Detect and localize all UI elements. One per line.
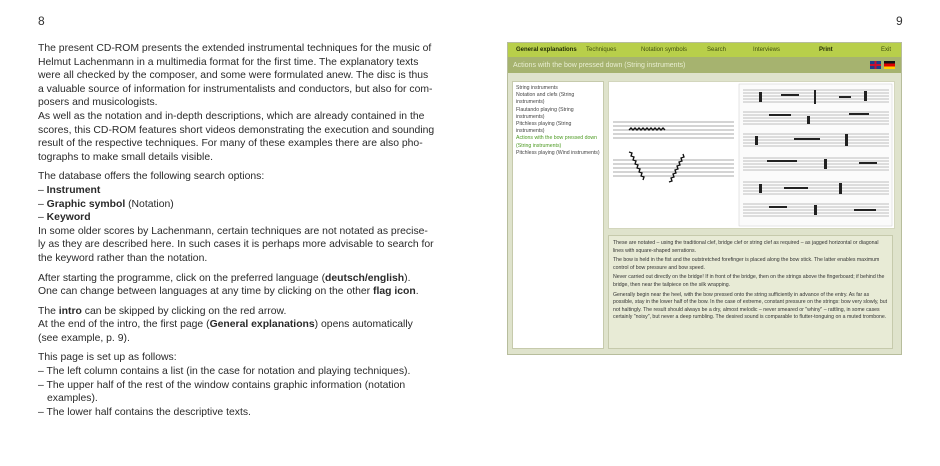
language-line — [38, 285, 436, 299]
keyword-label: Keyword — [46, 212, 91, 224]
search-options — [38, 170, 436, 265]
list-item[interactable]: Pitchless playing (Wind instruments) — [516, 149, 600, 156]
dash: – — [38, 212, 44, 224]
menu-techniques[interactable]: Techniques — [586, 47, 617, 53]
list-item[interactable]: String instruments — [516, 85, 558, 91]
start-paragraph — [38, 272, 436, 299]
menu-search[interactable]: Search — [707, 47, 727, 53]
menu-notation-symbols[interactable]: Notation symbols — [641, 47, 688, 53]
layout-item: – The lower half contains the descriptive texts. — [38, 406, 251, 418]
description-paragraph: Never carried out directly on the bridge! If in front of the bridge, then on the strings above the fingerboard; if behind the bridge, then near the tailpiece on the silk wrapping. — [613, 274, 885, 288]
older-line: the keyword rather than the notation. — [38, 252, 208, 264]
intro-line: tographs to make small details visible. — [38, 151, 213, 163]
intro-line: result of the respective techniques. For many of these examples there are also pho- — [38, 138, 423, 150]
list-item[interactable]: Notation and clefs (String instruments) — [516, 92, 575, 106]
app-title: Actions with the bow pressed down (String instruments) — [513, 61, 686, 69]
list-item[interactable]: Pitchless playing (String instruments) — [516, 121, 572, 135]
intro-line: posers and musicologists. — [38, 97, 158, 109]
dash: – — [38, 184, 44, 196]
search-option-instrument — [38, 184, 436, 198]
left-page-text — [38, 42, 436, 425]
description-paragraph: These are notated – using the traditional clef, bridge clef or string clef as required – as jagged horizontal or diagonal lines with square-shaped serrations. — [613, 240, 879, 254]
german-flag-icon[interactable] — [884, 61, 895, 69]
older-line: In some older scores by Lachenmann, certain techniques are not notated as precise- — [38, 225, 428, 237]
intro-skip-paragraph — [38, 305, 436, 346]
layout-paragraph — [38, 351, 436, 419]
menu-exit[interactable]: Exit — [881, 47, 892, 53]
layout-item: – The upper half of the rest of the window contains graphic information (notation — [38, 379, 406, 391]
app-body — [508, 75, 901, 354]
see-example-line: (see example, p. 9). — [38, 332, 130, 344]
description-text — [608, 235, 893, 349]
intro-line: The present CD-ROM presents the extended instrumental techniques for the music of — [38, 43, 432, 54]
intro-skip-text: The — [38, 305, 59, 317]
description-paragraph: Generally begin near the heel, with the bow pressed onto the string sufficiently in advance of the entry. As far as possible, stay in the lower half of the bow. In the case of extreme, constant pressure on the strings: bow very slowly, but not haltingly. The result should always be a dry, almost melodic – never smeared or "whiny" – rattling, in some cases certainly "noisy", but never a deep rumbling. The desired sound is comparable to flutter-tonguing on a muted trombone. — [613, 291, 888, 321]
uk-flag-icon[interactable] — [870, 61, 881, 69]
start-text: After starting the programme, click on the preferred language ( — [38, 272, 326, 284]
dash: – — [38, 198, 44, 210]
right-page-number: 9 — [896, 14, 903, 28]
intro-skip-line — [38, 305, 436, 319]
staff-example-1 — [613, 122, 734, 138]
technique-list — [512, 81, 604, 349]
menu-general-explanations[interactable]: General explanations — [516, 47, 577, 53]
intro-line: a valuable source of information for instrumentalists and conductors, but also for com- — [38, 83, 433, 95]
intro-word: intro — [58, 305, 82, 317]
notation-graphic — [609, 82, 894, 228]
app-titlebar — [508, 57, 901, 73]
intro-paragraph — [38, 42, 436, 164]
layout-intro: This page is set up as follows: — [38, 352, 177, 364]
intro-line: As well as the notation and in-depth descriptions, which are already contained in the — [38, 110, 425, 122]
list-item-active[interactable]: Actions with the bow pressed down (String instruments) — [516, 135, 598, 149]
jagged-line-horizontal — [629, 128, 665, 130]
graphic-symbol-suffix: (Notation) — [125, 198, 174, 210]
intro-line: scores, this CD-ROM features short videos demonstrating the execution and sounding — [38, 124, 435, 136]
search-intro: The database offers the following search options: — [38, 171, 265, 183]
intro-line: Helmut Lachenmann in a multimedia format for the first time. The explanatory texts — [38, 56, 419, 68]
instrument-label: Instrument — [46, 184, 101, 196]
left-page-number: 8 — [38, 14, 45, 28]
layout-item: – The left column contains a list (in the case for notation and playing techniques). — [38, 366, 411, 378]
general-explanations-word: General explanations — [209, 319, 315, 331]
flag-icon-label: flag icon — [373, 286, 416, 298]
graphic-symbol-label: Graphic symbol — [46, 198, 126, 210]
menu-interviews[interactable]: Interviews — [753, 47, 781, 53]
notation-examples — [608, 81, 895, 229]
end-intro-text: ) opens automatically — [314, 319, 413, 331]
score-excerpt — [739, 84, 892, 226]
end-intro-line — [38, 318, 436, 332]
intro-skip-text: can be skipped by clicking on the red arrow. — [81, 305, 287, 317]
start-text: ). — [404, 272, 411, 284]
app-menubar — [508, 43, 901, 57]
search-option-graphic — [38, 198, 436, 212]
intro-line: were all checked by the composer, and some were formulated anew. The disc is thus — [38, 70, 429, 82]
start-line — [38, 272, 436, 286]
search-option-keyword — [38, 211, 436, 225]
language-flags — [870, 61, 895, 69]
language-text: One can change between languages at any time by clicking on the other — [38, 286, 374, 298]
list-item[interactable]: Flautando playing (String instruments) — [516, 106, 574, 120]
older-line: ly as they are described here. In such cases it is perhaps more advisable to search for — [38, 239, 434, 251]
description-paragraph: The bow is held in the fist and the outstretched forefinger is placed along the bow stick. The latter enables maximum control of bow pressure and bow speed. — [613, 257, 880, 271]
end-intro-text: At the end of the intro, the first page ( — [38, 319, 210, 331]
menu-print[interactable]: Print — [819, 47, 833, 53]
app-screenshot — [507, 42, 902, 355]
layout-item: examples). — [47, 393, 98, 405]
language-choice: deutsch/english — [325, 272, 405, 284]
language-text: . — [415, 286, 419, 298]
